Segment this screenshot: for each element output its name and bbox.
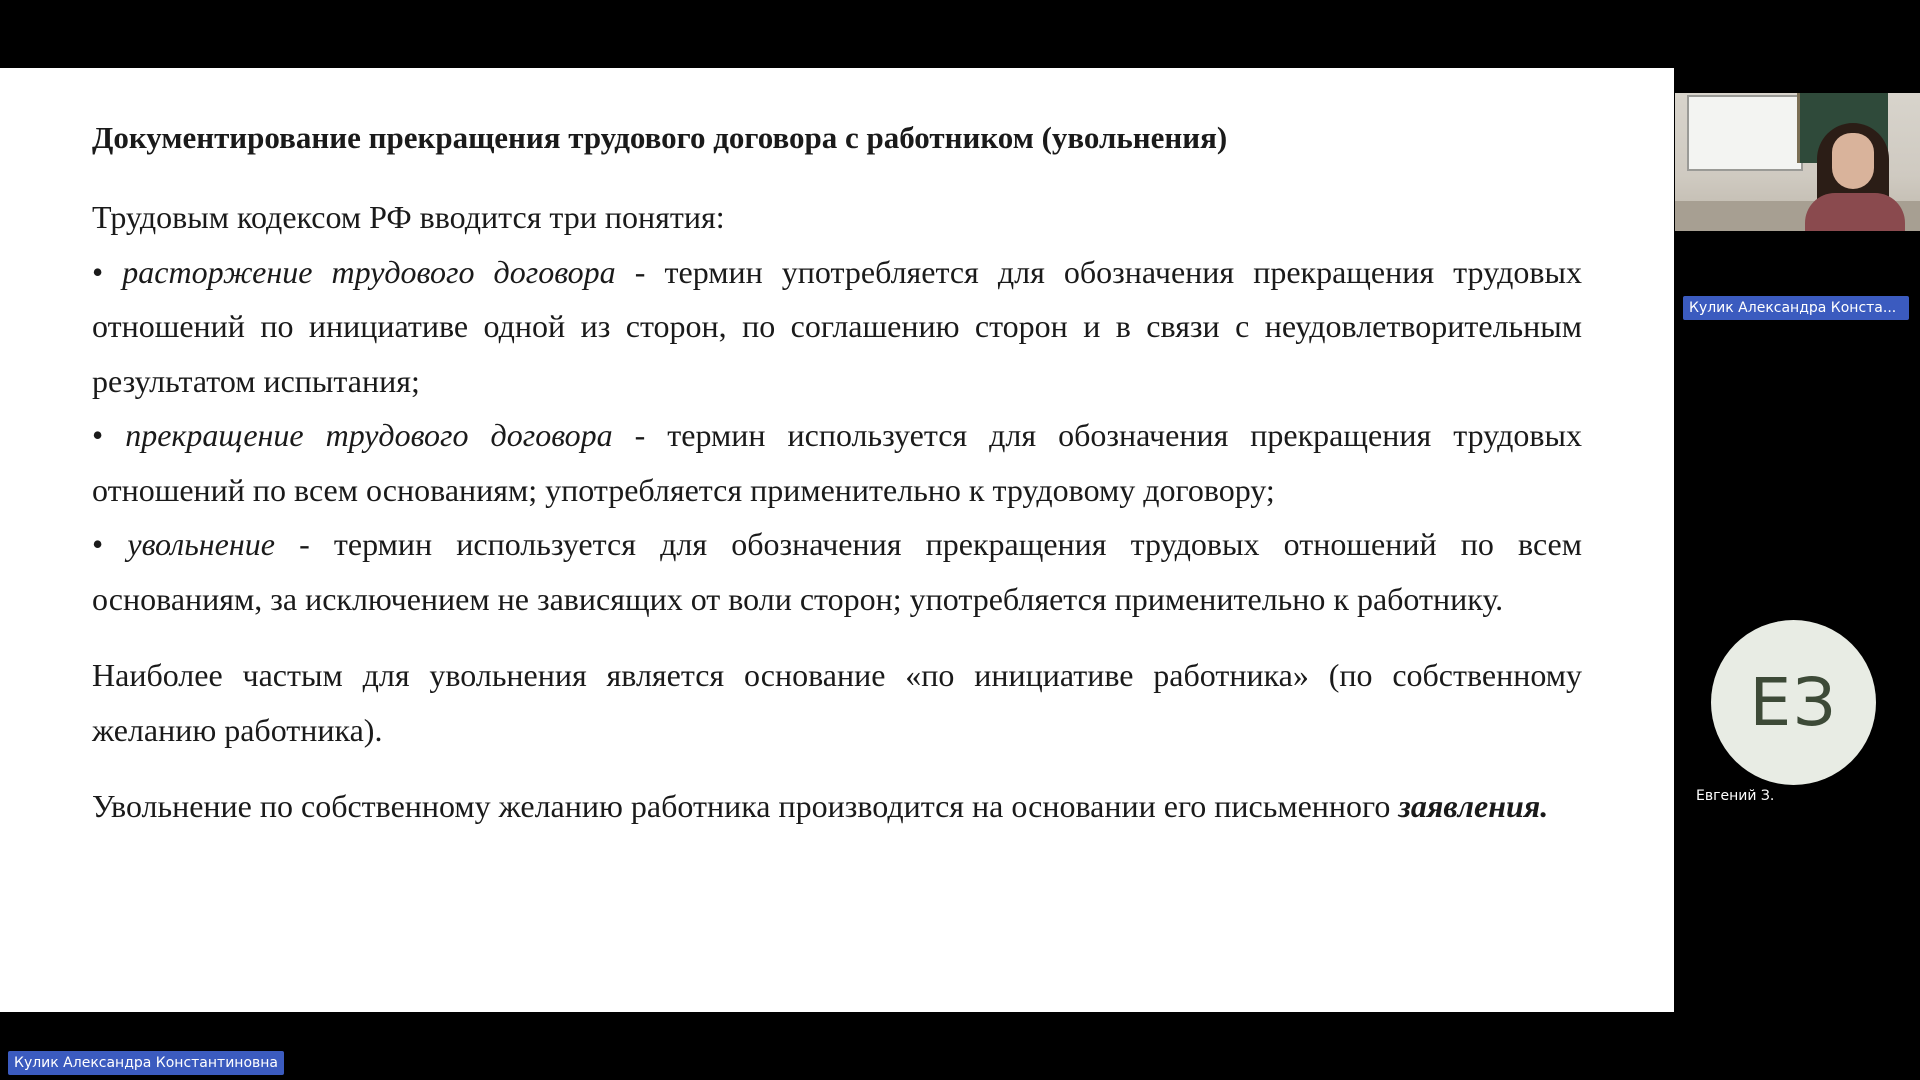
paragraph-2-emphasis: заявления.	[1398, 788, 1549, 824]
bullet-item	[92, 408, 1582, 517]
bullet-text: - термин используется для обозначения прекращения трудовых отношений по всем основаниям, за исключением не зависящих от воли сторон; употребляется применительно к работнику.	[92, 526, 1583, 617]
participant-avatar[interactable]: ЕЗ	[1711, 620, 1876, 785]
participant-video-tile[interactable]	[1675, 93, 1920, 231]
bullet-text: - термин употребляется для обозначения прекращения трудовых отношений по инициативе одной из сторон, по соглашению сторон и в связи с неудовлетворительным результатом испытания;	[92, 253, 1583, 399]
video-whiteboard	[1687, 95, 1803, 171]
bullet-item	[92, 245, 1582, 409]
participant-avatar-name: Евгений З.	[1696, 788, 1775, 804]
slide-paragraph-1: Наиболее частым для увольнения является основание «по инициативе работника» (по собственному желанию работника).	[92, 657, 1582, 748]
bullet-term: расторжение трудового договора	[122, 253, 616, 290]
paragraph-2-text: Увольнение по собственному желанию работника производится на основании его письменного	[92, 788, 1399, 824]
bullet-marker: •	[92, 417, 126, 453]
bullet-marker: •	[92, 253, 123, 290]
bullet-item	[92, 517, 1582, 626]
slide-paragraph-2	[92, 779, 1582, 834]
video-person-body	[1805, 193, 1905, 231]
slide-title: Документирование прекращения трудового договора с работником (увольнения)	[92, 120, 1228, 155]
bullet-marker: •	[92, 526, 128, 562]
participant-name-tag: Кулик Александра Конста...	[1683, 296, 1909, 320]
bullet-text: - термин используется для обозначения прекращения трудовых отношений по всем основаниям; употребляется применительно к трудовому договору;	[92, 417, 1583, 508]
bullet-term: увольнение	[127, 526, 275, 562]
slide-intro: Трудовым кодексом РФ вводится три понятия:	[92, 199, 725, 235]
video-person-face	[1832, 133, 1874, 189]
presenter-name-tag: Кулик Александра Константиновна	[8, 1051, 284, 1075]
slide-body	[92, 190, 1582, 834]
bullet-term: прекращение трудового договора	[125, 417, 613, 453]
shared-slide	[0, 68, 1674, 1012]
